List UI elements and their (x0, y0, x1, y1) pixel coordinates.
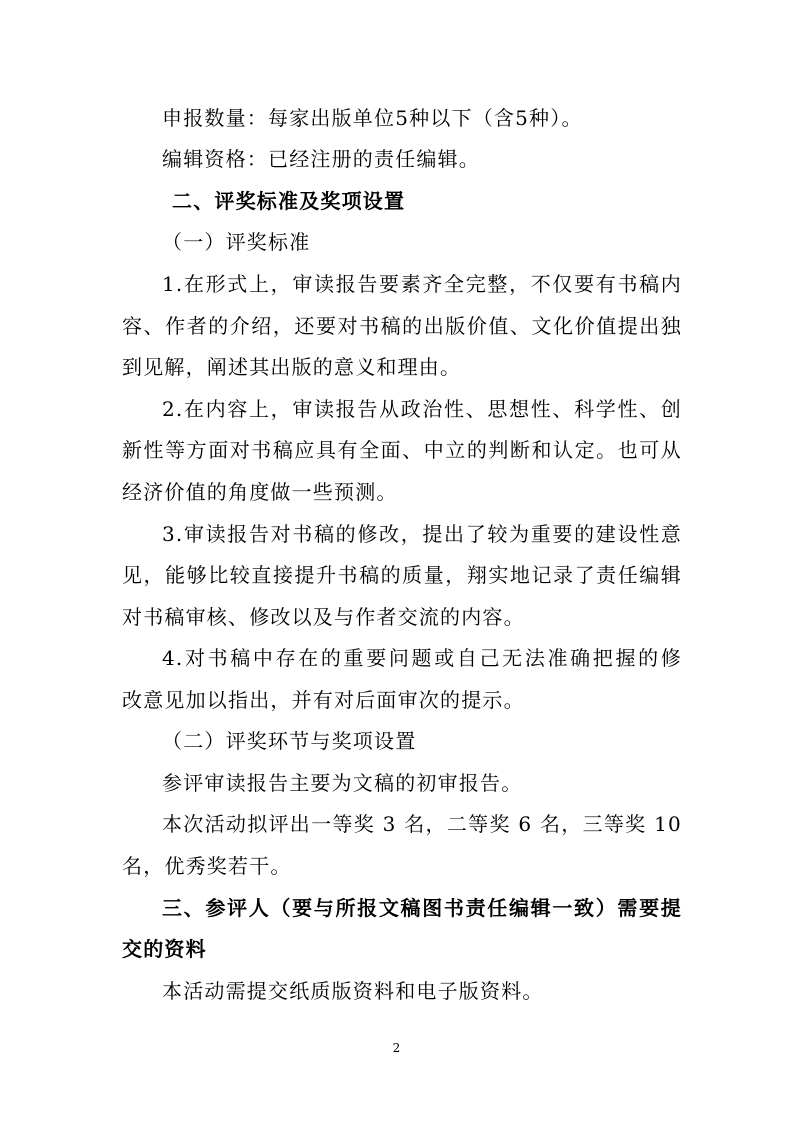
criteria-1-line-1: 1.在形式上，审读报告要素齐全完整，不仅要有书稿内 (162, 272, 682, 296)
page-number: 2 (392, 1041, 401, 1055)
criteria-3-line-1: 3.审读报告对书稿的修改，提出了较为重要的建设性意 (162, 522, 682, 546)
paragraph-materials: 本活动需提交纸质版资料和电子版资料。 (162, 979, 544, 1003)
paragraph-first-review: 参评审读报告主要为文稿的初审报告。 (162, 771, 523, 795)
criteria-2-line-2: 新性等方面对书稿应具有全面、中立的判断和认定。也可从 (122, 438, 682, 462)
subsection-heading-criteria: （一）评奖标准 (162, 230, 311, 254)
criteria-2-line-3: 经济价值的角度做一些预测。 (122, 480, 398, 504)
criteria-2-line-1: 2.在内容上，审读报告从政治性、思想性、科学性、创 (162, 397, 682, 421)
section-heading-3-line-1: 三、参评人（要与所报文稿图书责任编辑一致）需要提 (162, 896, 682, 920)
subsection-heading-awards: （二）评奖环节与奖项设置 (162, 729, 417, 753)
awards-line-1: 本次活动拟评出一等奖 3 名，二等奖 6 名，三等奖 10 (162, 812, 682, 836)
criteria-4-line-2: 改意见加以指出，并有对后面审次的提示。 (122, 688, 525, 712)
section-heading-2: 二、评奖标准及奖项设置 (172, 189, 406, 213)
criteria-1-line-2: 容、作者的介绍，还要对书稿的出版价值、文化价值提出独 (122, 314, 682, 338)
paragraph-editor-qualification: 编辑资格：已经注册的责任编辑。 (162, 147, 480, 171)
criteria-3-line-3: 对书稿审核、修改以及与作者交流的内容。 (122, 605, 525, 629)
paragraph-declare-quantity: 申报数量：每家出版单位5种以下（含5种）。 (162, 106, 583, 130)
section-heading-3-line-2: 交的资料 (122, 937, 207, 961)
criteria-1-line-3: 到见解，阐述其出版的意义和理由。 (122, 355, 462, 379)
criteria-4-line-1: 4.对书稿中存在的重要问题或自己无法准确把握的修 (162, 646, 682, 670)
awards-line-2: 名，优秀奖若干。 (122, 854, 292, 878)
criteria-3-line-2: 见，能够比较直接提升书稿的质量，翔实地记录了责任编辑 (122, 563, 682, 587)
